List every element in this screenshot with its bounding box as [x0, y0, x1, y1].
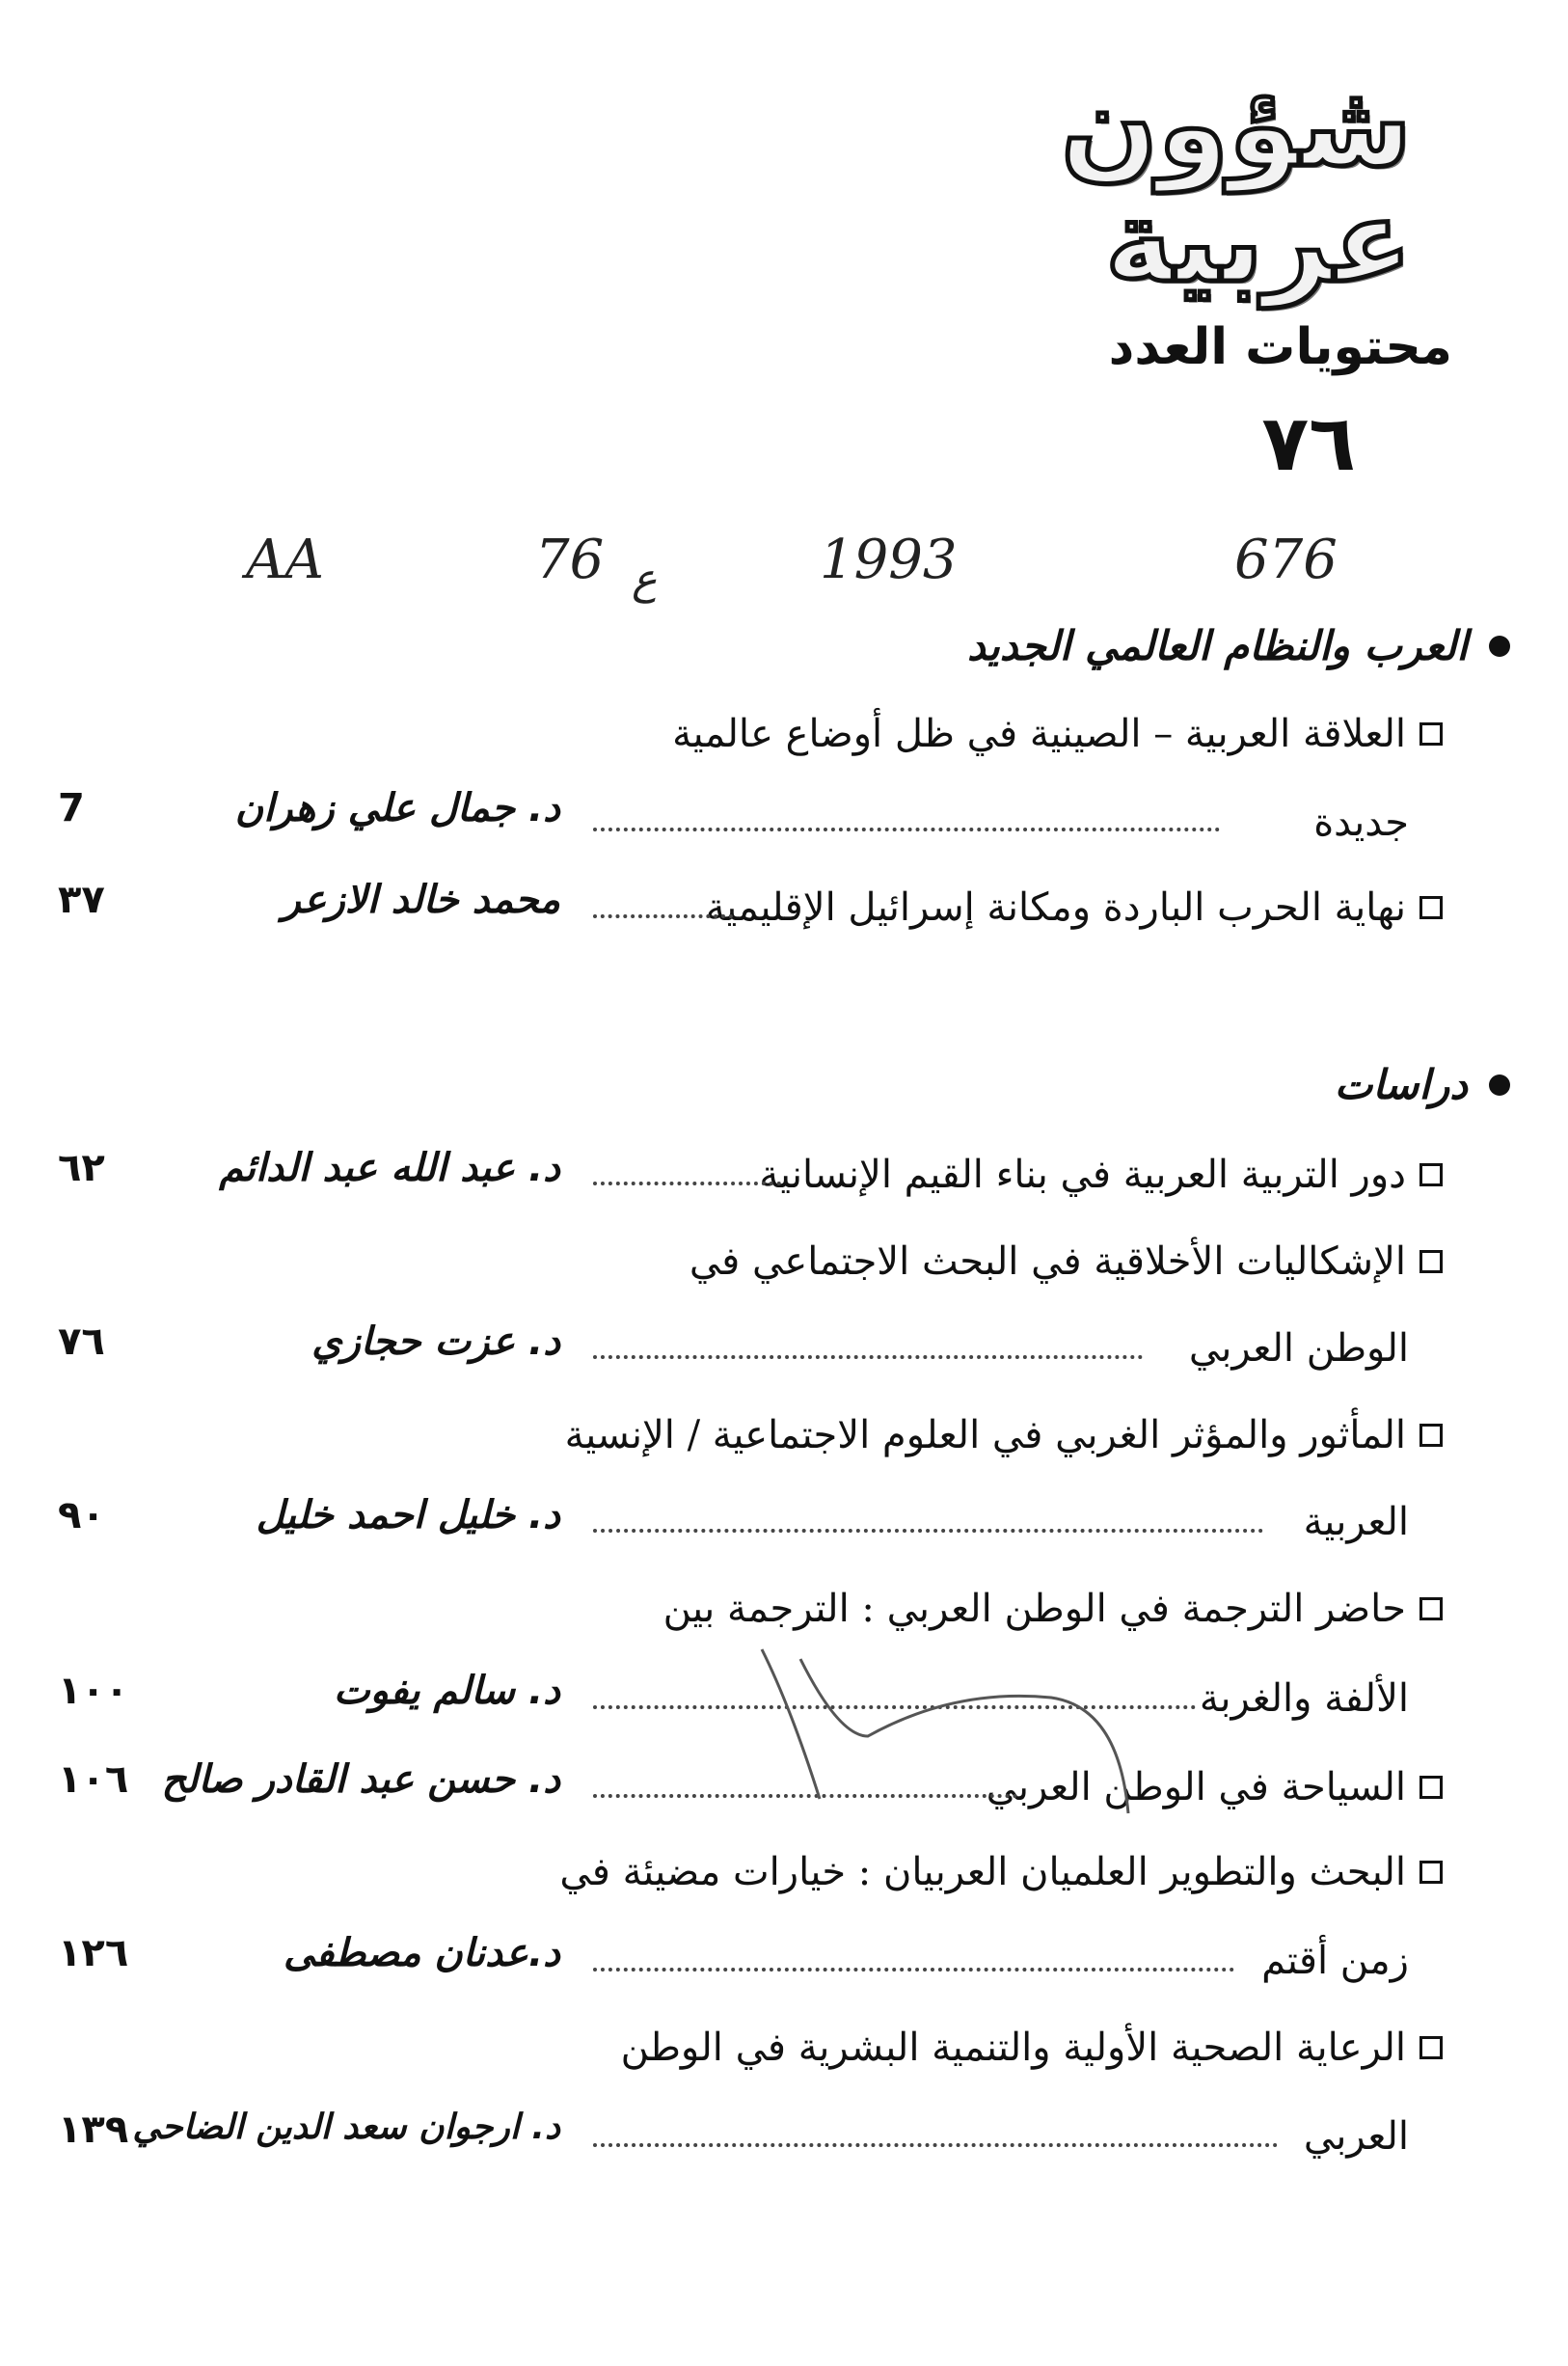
entry-line: العربية	[1303, 1500, 1409, 1544]
logo-line-1: شؤون	[1060, 59, 1412, 192]
entry-author: د. جمال علي زهران	[234, 786, 560, 830]
section-heading	[967, 622, 1510, 669]
entry-author: د. حسن عبد القادر صالح	[161, 1757, 560, 1802]
toc-entry-title	[759, 1153, 1443, 1197]
entry-page: ٦٢	[58, 1146, 105, 1190]
entry-author: محمد خالد الازعر	[282, 878, 560, 922]
checkbox-square-icon	[1419, 2036, 1443, 2059]
entry-line: العربي	[1303, 2114, 1409, 2159]
entry-line: الإشكاليات الأخلاقية في البحث الاجتماعي في	[689, 1239, 1406, 1284]
entry-line: الوطن العربي	[1188, 1326, 1409, 1371]
bullet-icon	[1489, 636, 1510, 657]
issue-number: ٧٦	[1261, 398, 1356, 488]
entry-line: زمن أقتم	[1261, 1939, 1409, 1983]
toc-entry-title-cont	[1189, 1326, 1409, 1371]
checkbox-square-icon	[1419, 1597, 1443, 1620]
toc-entry-title	[663, 1587, 1443, 1631]
entry-page: ١٠٦	[58, 1757, 129, 1802]
logo-line-2: عربية	[1104, 175, 1412, 308]
toc-entry-title-cont	[1304, 2114, 1409, 2159]
checkbox-square-icon	[1419, 1861, 1443, 1884]
section-heading	[1335, 1061, 1510, 1108]
handwritten-year: 1993	[820, 529, 958, 591]
entry-line: السياحة في الوطن العربي	[986, 1765, 1406, 1809]
entry-line: حاضر الترجمة في الوطن العربي : الترجمة بين	[662, 1587, 1406, 1631]
entry-line: العلاقة العربية – الصينية في ظل أوضاع عالمية	[672, 712, 1406, 756]
leader-dots	[593, 1529, 1263, 1533]
checkbox-square-icon	[1419, 896, 1443, 919]
checkbox-square-icon	[1419, 1250, 1443, 1273]
entry-page: ١٠٠	[58, 1669, 129, 1713]
toc-entry-title	[565, 1413, 1443, 1457]
handwritten-number: 676	[1234, 529, 1338, 591]
leader-dots	[593, 1968, 1234, 1972]
toc-entry-title	[706, 885, 1443, 930]
entry-author: د. ارجوان سعد الدين الضاحي	[132, 2108, 560, 2147]
checkbox-square-icon	[1419, 1776, 1443, 1799]
entry-page: ١٢٦	[58, 1931, 129, 1975]
toc-entry-title-cont	[1200, 1676, 1409, 1721]
handwritten-issue: 76	[535, 529, 605, 591]
leader-dots	[593, 914, 733, 918]
entry-author: د. خليل احمد خليل	[256, 1493, 560, 1537]
leader-dots	[593, 1182, 781, 1185]
checkbox-square-icon	[1419, 1424, 1443, 1447]
leader-dots	[593, 1355, 1143, 1359]
entry-line: جديدة	[1313, 801, 1409, 845]
toc-entry-title	[672, 712, 1443, 756]
toc-entry-title	[559, 1850, 1443, 1894]
entry-line: نهاية الحرب الباردة ومكانة إسرائيل الإقليمية	[705, 885, 1406, 930]
entry-line: المأثور والمؤثر الغربي في العلوم الاجتماعية / الإنسية	[564, 1413, 1406, 1457]
checkbox-square-icon	[1419, 1163, 1443, 1186]
entry-line: الرعاية الصحية الأولية والتنمية البشرية في الوطن	[620, 2026, 1406, 2070]
entry-page: ٧٦	[58, 1319, 105, 1364]
section-title: دراسات	[1334, 1061, 1468, 1108]
toc-entry-title	[689, 1239, 1443, 1284]
toc-entry-title-cont	[1313, 801, 1409, 845]
checkbox-square-icon	[1419, 722, 1443, 746]
leader-dots	[593, 828, 1220, 831]
toc-entry-title	[621, 2026, 1443, 2070]
entry-line: الألفة والغربة	[1199, 1676, 1409, 1721]
handwritten-code: AA	[246, 529, 324, 591]
section-title: العرب والنظام العالمي الجديد	[967, 622, 1468, 669]
entry-page: ١٣٩	[58, 2108, 129, 2152]
pen-scribble-mark	[733, 1630, 1196, 1823]
entry-author: د. عزت حجازي	[311, 1319, 560, 1364]
entry-line: دور التربية العربية في بناء القيم الإنسانية	[759, 1153, 1406, 1197]
entry-page: ٣٧	[58, 878, 105, 922]
entry-page: 7	[58, 786, 85, 830]
entry-line: البحث والتطوير العلميان العربيان : خيارات مضيئة في	[559, 1850, 1406, 1894]
bullet-icon	[1489, 1074, 1510, 1096]
toc-entry-title-cont	[1304, 1500, 1409, 1544]
magazine-logo	[1060, 59, 1412, 308]
toc-entry-title-cont	[1261, 1939, 1409, 1983]
handwritten-letter: ع	[632, 555, 658, 604]
entry-author: د.عدنان مصطفى	[284, 1931, 560, 1975]
leader-dots	[593, 2143, 1278, 2147]
entry-page: ٩٠	[58, 1493, 105, 1537]
entry-author: د. عبد الله عبد الدائم	[219, 1146, 560, 1190]
entry-author: د. سالم يفوت	[333, 1669, 560, 1713]
contents-title: محتويات العدد	[1108, 318, 1452, 376]
